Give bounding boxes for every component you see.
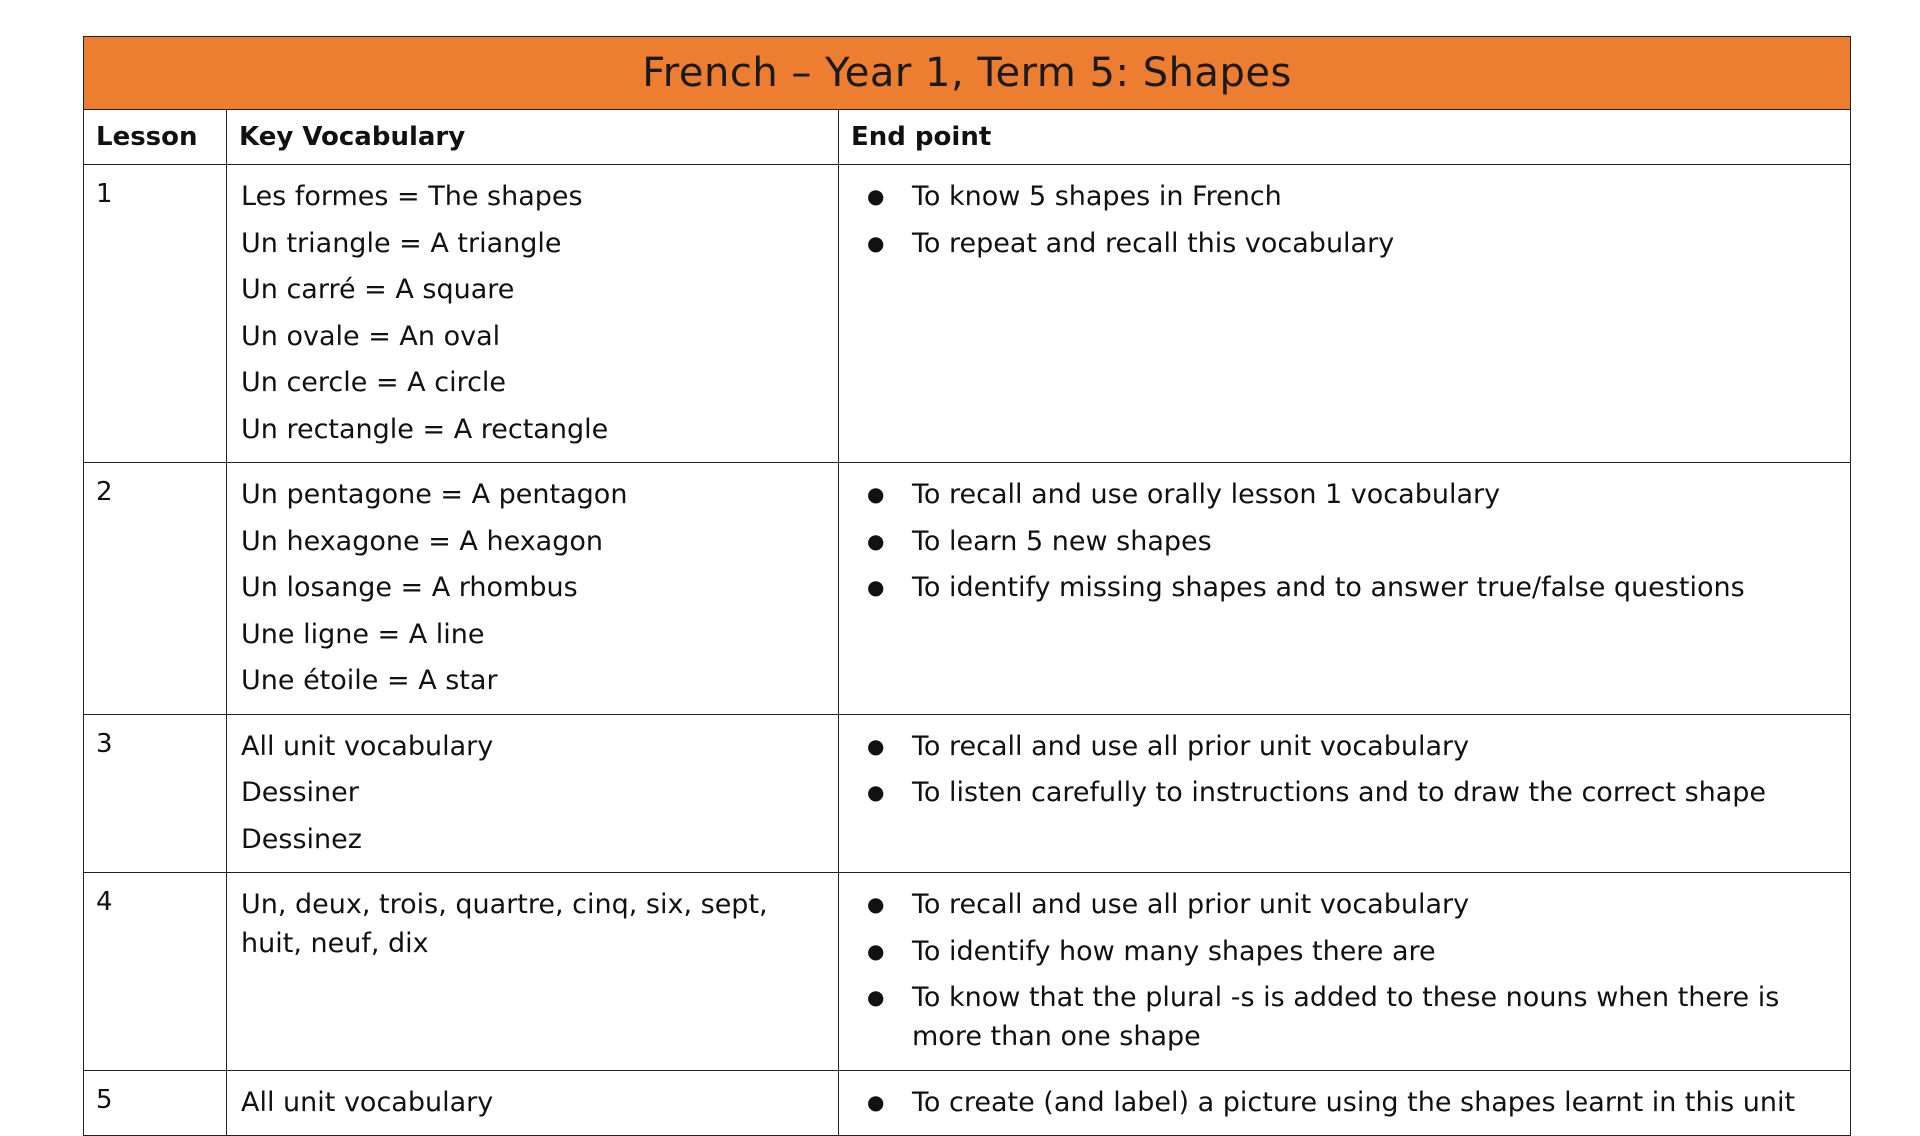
end-point-list: [839, 1071, 1850, 1136]
end-point-item: [839, 224, 1830, 263]
bullet-icon: ●: [867, 575, 885, 599]
end-point-text: To listen carefully to instructions and to draw the correct shape: [912, 777, 1767, 808]
vocabulary-item: All unit vocabulary: [241, 1086, 494, 1118]
bullet-icon: ●: [867, 892, 885, 916]
end-point-item: [839, 1083, 1830, 1122]
vocabulary-list: [227, 873, 838, 977]
end-point-cell: [839, 873, 1851, 1071]
lesson-plan-table: [83, 36, 1851, 1136]
end-point-item: [839, 978, 1830, 1056]
document-title: French – Year 1, Term 5: Shapes: [84, 37, 1851, 110]
bullet-icon: ●: [867, 528, 885, 553]
lesson-row-4: [84, 873, 1851, 1071]
vocabulary-cell: [227, 463, 839, 715]
lesson-row-1: [84, 165, 1851, 463]
vocabulary-cell: [227, 165, 839, 463]
end-point-list: [839, 873, 1850, 1070]
end-point-text: To learn 5 new shapes: [912, 525, 1212, 557]
lesson-row-3: [84, 714, 1851, 873]
end-point-cell: [839, 714, 1851, 873]
end-point-text: To recall and use orally lesson 1 vocabulary: [912, 479, 1501, 510]
vocabulary-item: Les formes = The shapes: [241, 181, 583, 212]
header-lesson: Lesson: [84, 110, 227, 165]
end-point-cell: [839, 165, 1851, 463]
header-row: [84, 110, 1851, 165]
end-point-text: To recall and use all prior unit vocabulary: [912, 730, 1470, 762]
vocabulary-list: [227, 1071, 838, 1136]
vocabulary-item: Un triangle = A triangle: [241, 227, 562, 259]
end-point-list: [839, 715, 1850, 826]
vocabulary-item: Une ligne = A line: [241, 618, 485, 650]
end-point-text: To know that the plural -s is added to these nouns when there is more than one shape: [912, 982, 1780, 1052]
vocabulary-item: Dessinez: [241, 823, 362, 855]
lesson-number: 2: [84, 463, 227, 715]
lesson-number: 5: [84, 1070, 227, 1136]
vocabulary-item: Un pentagone = A pentagon: [241, 479, 628, 510]
end-point-item: [839, 885, 1830, 924]
end-point-list: [839, 463, 1850, 621]
end-point-cell: [839, 463, 1851, 715]
lesson-number: 4: [84, 873, 227, 1071]
end-point-text: To identify missing shapes and to answer true/false questions: [912, 572, 1745, 603]
vocabulary-item: Un carré = A square: [241, 274, 515, 305]
vocabulary-item: Un losange = A rhombus: [241, 572, 578, 603]
end-point-item: [839, 932, 1830, 971]
vocabulary-cell: [227, 1070, 839, 1136]
bullet-icon: ●: [867, 230, 885, 255]
end-point-text: To know 5 shapes in French: [912, 181, 1282, 212]
end-point-text: To create (and label) a picture using the shapes learnt in this unit: [912, 1086, 1796, 1118]
bullet-icon: ●: [867, 1089, 885, 1114]
vocabulary-list: [227, 165, 838, 462]
end-point-item: [839, 568, 1830, 607]
bullet-icon: ●: [867, 482, 885, 506]
vocabulary-item: Un cercle = A circle: [241, 367, 507, 398]
lesson-plan-document: [83, 36, 1850, 1136]
vocabulary-item: All unit vocabulary: [241, 730, 494, 762]
end-point-item: [839, 177, 1830, 216]
lesson-number: 1: [84, 165, 227, 463]
vocabulary-list: [227, 715, 838, 873]
end-point-cell: [839, 1070, 1851, 1136]
end-point-list: [839, 165, 1850, 276]
vocabulary-cell: [227, 873, 839, 1071]
header-end-point: End point: [839, 110, 1851, 165]
bullet-icon: ●: [867, 938, 885, 963]
header-key-vocabulary: Key Vocabulary: [227, 110, 839, 165]
lesson-number: 3: [84, 714, 227, 873]
vocabulary-item: Une étoile = A star: [241, 665, 498, 696]
end-point-text: To repeat and recall this vocabulary: [912, 227, 1395, 259]
bullet-icon: ●: [867, 780, 885, 804]
end-point-text: To recall and use all prior unit vocabulary: [912, 889, 1470, 920]
lesson-row-5: [84, 1070, 1851, 1136]
vocabulary-item: Dessiner: [241, 777, 359, 808]
vocabulary-item: Un rectangle = A rectangle: [241, 413, 609, 445]
end-point-text: To identify how many shapes there are: [912, 935, 1436, 967]
end-point-item: [839, 727, 1830, 766]
end-point-item: [839, 773, 1830, 812]
bullet-icon: ●: [867, 733, 885, 758]
end-point-item: [839, 522, 1830, 561]
vocabulary-list: [227, 463, 838, 714]
vocabulary-item: Un hexagone = A hexagon: [241, 525, 603, 557]
vocabulary-item: Un ovale = An oval: [241, 320, 501, 352]
vocabulary-item: Un, deux, trois, quartre, cinq, six, sept, huit, neuf, dix: [241, 889, 768, 959]
bullet-icon: ●: [867, 985, 885, 1009]
bullet-icon: ●: [867, 184, 885, 208]
vocabulary-cell: [227, 714, 839, 873]
end-point-item: [839, 475, 1830, 514]
lesson-row-2: [84, 463, 1851, 715]
